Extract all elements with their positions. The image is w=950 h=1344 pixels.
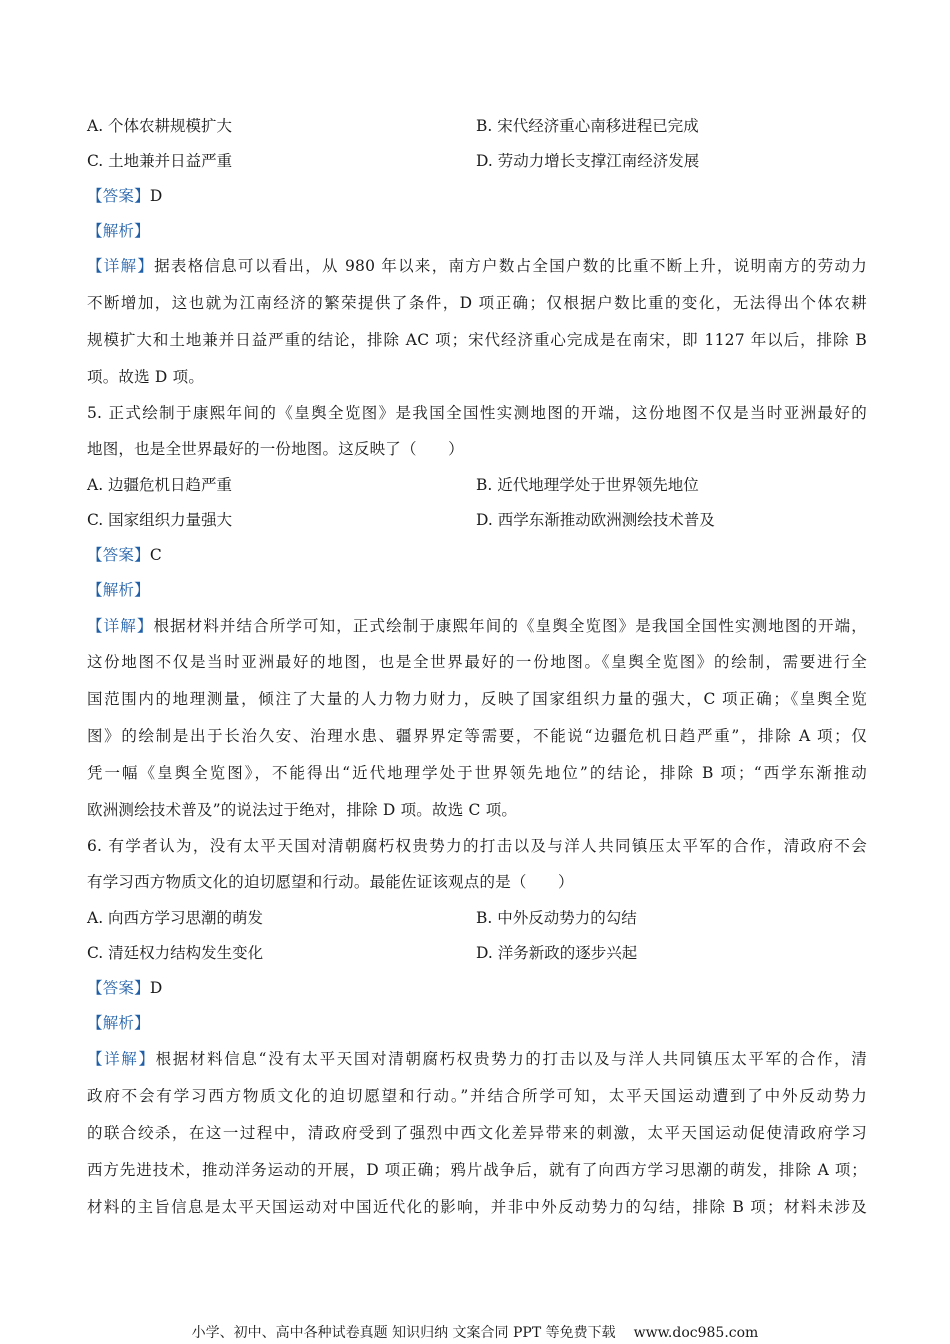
q5-analysis-tag (87, 580, 867, 600)
q5-stem-line: 地图，也是全世界最好的一份地图。这反映了（ ） (87, 440, 464, 458)
q5-answer-line (87, 545, 867, 565)
q4-detail-line: 项。故选 D 项。 (87, 368, 205, 386)
q6-answer-line (87, 978, 867, 998)
q5-detail-line: 这份地图不仅是当时亚洲最好的地图，也是全世界最好的一份地图。《皇舆全览图》的绘制，需要进行全 (87, 653, 867, 671)
q6-answer: D (149, 979, 163, 997)
q5-answer: C (149, 546, 162, 564)
q6-detail-line: 政府不会有学习西方物质文化的迫切愿望和行动。”并结合所学可知，太平天国运动遭到了中外反动势力 (87, 1087, 867, 1105)
q4-option-a: A. 个体农耕规模扩大 (87, 117, 233, 135)
answer-tag: 【答案】 (87, 187, 150, 205)
q6-detail-line (87, 1049, 867, 1069)
q6-detail-text: 根据材料信息“没有太平天国对清朝腐朽权贵势力的打击以及与洋人共同镇压太平军的合作，清 (155, 1050, 867, 1068)
q6-stem-line: 6. 有学者认为，没有太平天国对清朝腐朽权贵势力的打击以及与洋人共同镇压太平军的合作，清政府不会 (87, 837, 867, 855)
q6-stem-line: 有学习西方物质文化的迫切愿望和行动。最能佐证该观点的是（ ） (87, 873, 574, 891)
analysis-tag: 【解析】 (87, 1014, 150, 1032)
detail-tag: 【详解】 (87, 257, 155, 275)
q6-detail-line: 材料的主旨信息是太平天国运动对中国近代化的影响，并非中外反动势力的勾结，排除 B 项；材料未涉及 (87, 1198, 867, 1216)
page-footer (0, 1324, 950, 1342)
q4-answer: D (149, 187, 163, 205)
q5-detail-line: 欧洲测绘技术普及”的说法过于绝对，排除 D 项。故选 C 项。 (87, 801, 518, 819)
q4-detail-text: 据表格信息可以看出，从 980 年以来，南方户数占全国户数的比重不断上升，说明南方的劳动力 (154, 257, 867, 275)
q5-detail-line: 凭一幅《皇舆全览图》，不能得出“近代地理学处于世界领先地位”的结论，排除 B 项；“西学东渐推动 (87, 764, 867, 782)
q5-option-d: D. 西学东渐推动欧洲测绘技术普及 (476, 511, 715, 529)
q4-detail-line: 不断增加，这也就为江南经济的繁荣提供了条件，D 项正确；仅根据户数比重的变化，无法得出个体农耕 (87, 294, 867, 312)
q4-option-c: C. 土地兼并日益严重 (87, 152, 233, 170)
q6-option-d: D. 洋务新政的逐步兴起 (476, 944, 638, 962)
footer-url[interactable]: www.doc985.com (633, 1325, 759, 1341)
detail-tag: 【详解】 (87, 617, 154, 635)
answer-tag: 【答案】 (87, 979, 150, 997)
q6-detail-line: 的联合绞杀，在这一过程中，清政府受到了强烈中西文化差异带来的刺激，太平天国运动促使清政府学习 (87, 1124, 867, 1142)
q6-option-a: A. 向西方学习思潮的萌发 (87, 909, 264, 927)
footer-text: 小学、初中、高中各种试卷真题 知识归纳 文案合同 PPT 等免费下载 (191, 1325, 616, 1341)
analysis-tag: 【解析】 (87, 222, 150, 240)
q4-option-d: D. 劳动力增长支撑江南经济发展 (476, 152, 700, 170)
q5-option-c: C. 国家组织力量强大 (87, 511, 233, 529)
q5-detail-line: 图》的绘制是出于长治久安、治理水患、疆界界定等需要，不能说“边疆危机日趋严重”，排除 A 项；仅 (87, 727, 867, 745)
q4-answer-line (87, 186, 867, 206)
q5-option-a: A. 边疆危机日趋严重 (87, 476, 233, 494)
q5-option-b: B. 近代地理学处于世界领先地位 (476, 476, 699, 494)
q5-detail-line (87, 616, 867, 636)
q4-analysis-tag (87, 221, 867, 241)
q6-option-c: C. 清廷权力结构发生变化 (87, 944, 264, 962)
q5-stem-line: 5. 正式绘制于康熙年间的《皇舆全览图》是我国全国性实测地图的开端，这份地图不仅是当时亚洲最好的 (87, 404, 867, 422)
analysis-tag: 【解析】 (87, 581, 150, 599)
q4-option-b: B. 宋代经济重心南移进程已完成 (476, 117, 699, 135)
q6-detail-line: 西方先进技术，推动洋务运动的开展，D 项正确；鸦片战争后，就有了向西方学习思潮的萌发，排除 A 项； (87, 1161, 867, 1179)
q6-analysis-tag (87, 1013, 867, 1033)
answer-tag: 【答案】 (87, 546, 150, 564)
q5-detail-line: 国范围内的地理测量，倾注了大量的人力物力财力，反映了国家组织力量的强大，C 项正确；《皇舆全览 (87, 690, 867, 708)
detail-tag: 【详解】 (87, 1050, 156, 1068)
q5-detail-text: 根据材料并结合所学可知，正式绘制于康熙年间的《皇舆全览图》是我国全国性实测地图的开端， (153, 617, 867, 635)
q4-detail-line: 规模扩大和土地兼并日益严重的结论，排除 AC 项；宋代经济重心完成是在南宋，即 1127 年以后，排除 B (87, 331, 867, 349)
q6-option-b: B. 中外反动势力的勾结 (476, 909, 637, 927)
q4-detail-line (87, 256, 867, 276)
